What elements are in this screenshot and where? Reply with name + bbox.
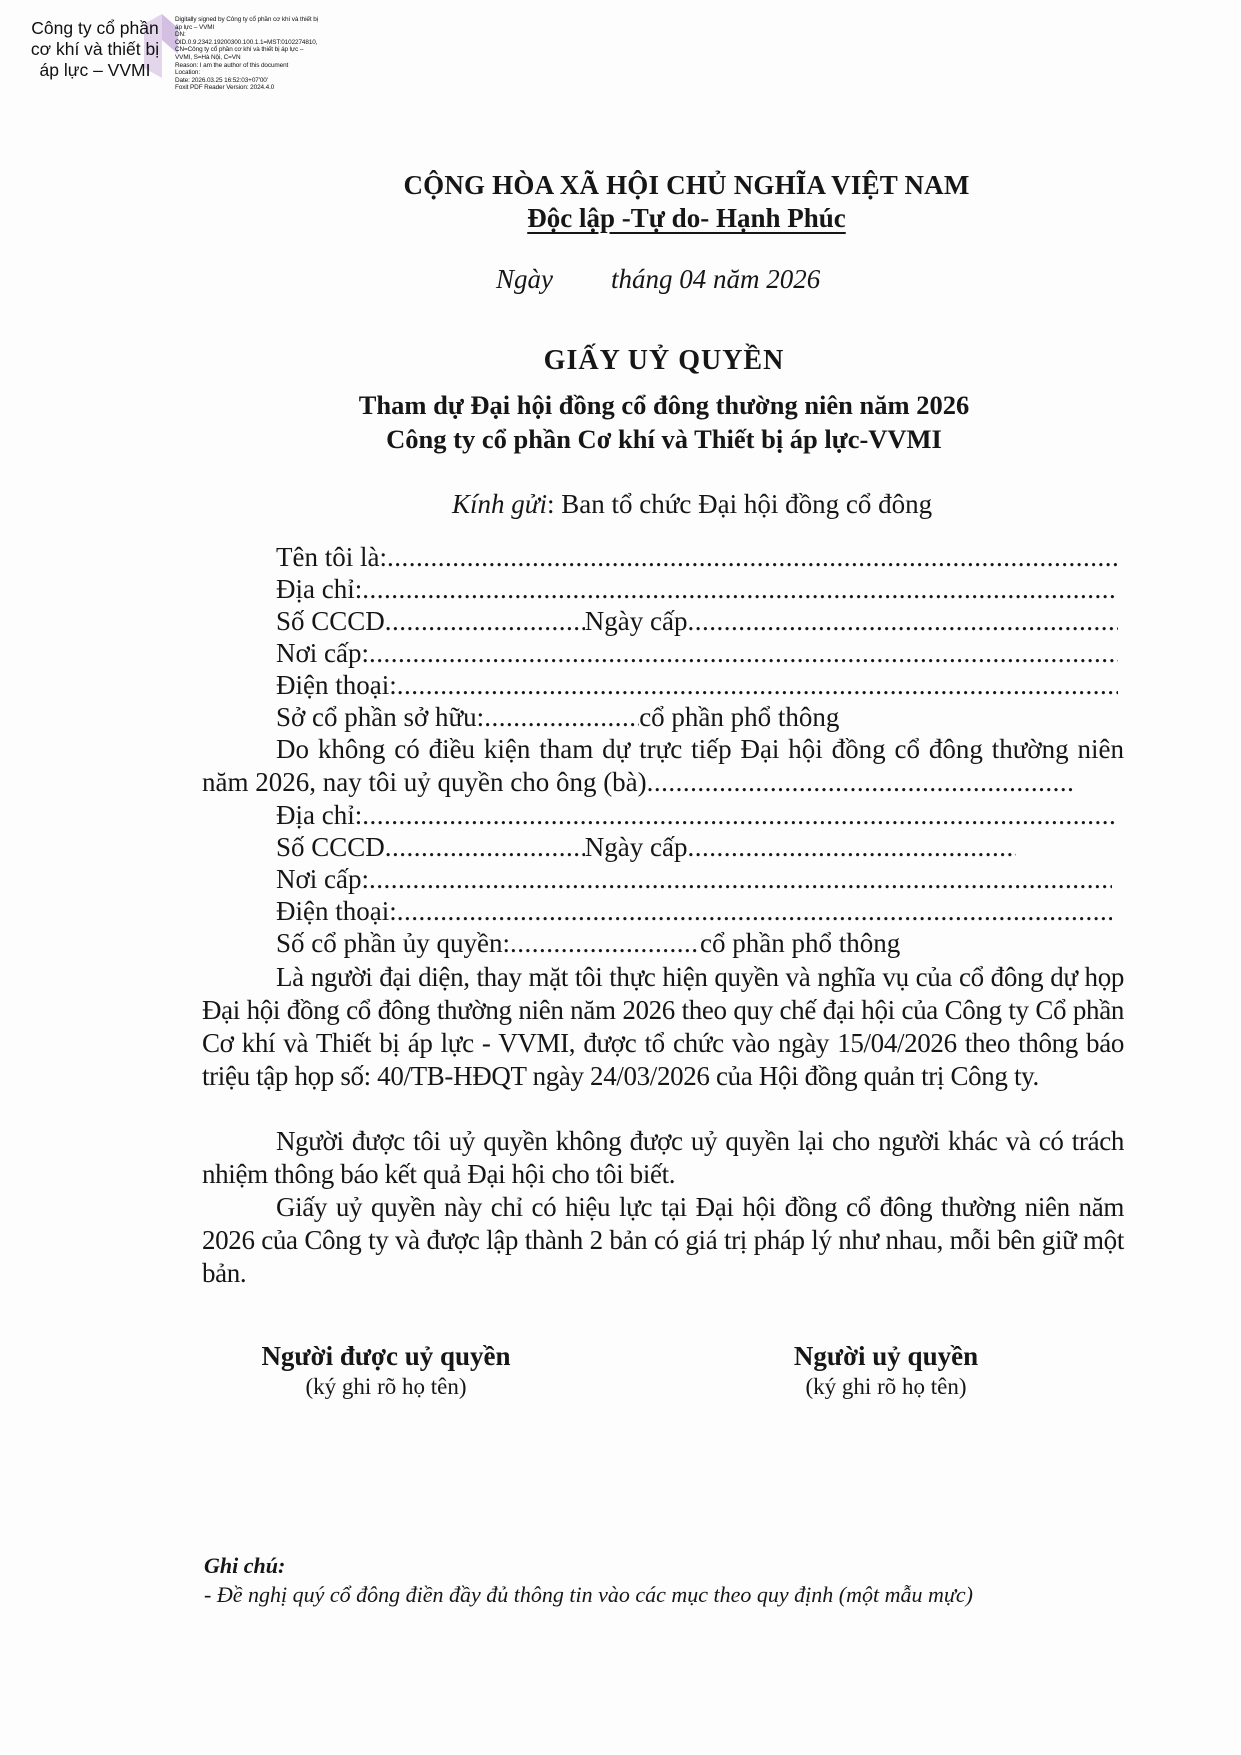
- grantor-signature-block: [736, 1340, 1036, 1402]
- signature-detail-line: Foxit PDF Reader Version: 2024.4.0: [175, 84, 275, 92]
- grantee-signature-hint: (ký ghi rõ họ tên): [305, 1374, 467, 1399]
- field-label: Nơi cấp:: [276, 638, 369, 668]
- fill-in-dots[interactable]: [688, 605, 1119, 637]
- document-subtitle-line1: Tham dự Đại hội đồng cổ đông thường niên năm 2026: [358, 390, 970, 420]
- motto-text: Độc lập -Tự do- Hạnh Phúc: [527, 203, 846, 233]
- fill-in-dots[interactable]: [397, 669, 1118, 701]
- field-label: Ngày cấp: [584, 606, 688, 636]
- national-title: CỘNG HÒA XÃ HỘI CHỦ NGHĨA VIỆT NAM: [403, 170, 970, 200]
- no-sub-delegation-paragraph: Người được tôi uỷ quyền không được uỷ quyền lại cho người khác và có trách nhiệm thông báo kết quả Đại hội cho tôi biết.: [202, 1126, 1124, 1189]
- grantor-signature-title: Người uỷ quyền: [793, 1341, 979, 1371]
- fill-in-dots[interactable]: [510, 927, 700, 959]
- fill-in-dots[interactable]: [362, 573, 1118, 605]
- signature-detail-line: Date: 2026.03.25 16:52:03+07'00': [175, 76, 268, 84]
- fill-in-dots[interactable]: [369, 637, 1118, 669]
- fill-in-dots[interactable]: [397, 895, 1112, 927]
- grantor-name-field[interactable]: [276, 541, 1118, 573]
- digital-signature-details: [175, 16, 320, 92]
- grantor-signature-hint: (ký ghi rõ họ tên): [805, 1374, 967, 1399]
- fill-in-dots[interactable]: [688, 831, 1017, 863]
- grantee-shares-field[interactable]: [276, 927, 1118, 959]
- recipient-prefix: Kính gửi: [452, 489, 547, 519]
- representation-paragraph: Là người đại diện, thay mặt tôi thực hiện quyền và nghĩa vụ của cổ đông dự họp Đại hội đồng cổ đông thường niên năm 2026 theo quy chế đại hội của Công ty Cổ phần Cơ khí và Thiết bị áp lực - VVMI, được tổ chức vào ngày 15/04/2026 theo thông báo triệu tập họp số: 40/TB-HĐQT ngày 24/03/2026 của Hội đồng quản trị Công ty.: [202, 962, 1124, 1091]
- signature-detail-line: Reason: I am the author of this document: [175, 61, 289, 69]
- signature-detail-line: Location:: [175, 69, 201, 77]
- grantor-id-field[interactable]: [276, 605, 1118, 637]
- grantee-issue-place-field[interactable]: [276, 863, 1112, 895]
- grantee-signature-title: Người được uỷ quyền: [261, 1341, 511, 1371]
- field-label: Tên tôi là:: [276, 542, 387, 572]
- document-date: [496, 264, 820, 295]
- date-day-label: Ngày: [496, 264, 553, 294]
- signature-detail-line: DN: OID.0.9.2342.19200300.100.1.1=MST:0102274810, CN=Công ty cổ phần cơ khí và thiết bị áp lực – VVMI, S=Hà Nội, C=VN: [175, 31, 318, 61]
- field-label: Số cổ phần ủy quyền:: [276, 928, 510, 958]
- grantee-signature-block: [226, 1340, 546, 1402]
- grantor-issue-place-field[interactable]: [276, 637, 1118, 669]
- fill-in-dots[interactable]: [362, 799, 1118, 831]
- field-suffix: cổ phần phổ thông: [639, 702, 840, 732]
- document-title: GIẤY UỶ QUYỀN: [543, 345, 785, 376]
- note-text: - Đề nghị quý cổ đông điền đầy đủ thông tin vào các mục theo quy định (một mẫu mực): [204, 1582, 973, 1607]
- grantor-shares-field[interactable]: [276, 701, 1118, 733]
- field-label: Điện thoại:: [276, 670, 397, 700]
- national-motto: [66, 203, 1241, 234]
- fill-in-dots[interactable]: [369, 863, 1112, 895]
- fill-in-dots[interactable]: [484, 701, 639, 733]
- field-label: Số CCCD: [276, 832, 385, 862]
- signature-detail-line: Digitally signed by Công ty cổ phần cơ khí và thiết bị áp lực – VVMI: [175, 16, 319, 31]
- grantor-phone-field[interactable]: [276, 669, 1118, 701]
- fill-in-dots[interactable]: [387, 541, 1118, 573]
- grantee-phone-field[interactable]: [276, 895, 1112, 927]
- validity-paragraph: Giấy uỷ quyền này chỉ có hiệu lực tại Đại hội đồng cổ đông thường niên năm 2026 của Công ty và được lập thành 2 bản có giá trị pháp lý như nhau, mỗi bên giữ một bản.: [202, 1192, 1124, 1288]
- fill-in-dots[interactable]: [385, 831, 585, 863]
- recipient-text: : Ban tổ chức Đại hội đồng cổ đông: [547, 489, 933, 519]
- field-label: Địa chỉ:: [276, 800, 363, 830]
- grantee-address-field[interactable]: [276, 799, 1118, 831]
- note-title: Ghi chú:: [204, 1553, 286, 1578]
- recipient-line: [452, 489, 932, 520]
- digital-signature-signer: Công ty cổ phần cơ khí và thiết bị áp lực – VVMI: [30, 18, 160, 80]
- document-subtitle-line2: Công ty cổ phần Cơ khí và Thiết bị áp lực-VVMI: [386, 424, 942, 454]
- delegation-intro-text: Do không có điều kiện tham dự trực tiếp Đại hội đồng cổ đông thường niên năm 2026, nay tôi uỷ quyền cho ông (bà): [202, 734, 1124, 797]
- grantor-address-field[interactable]: [276, 573, 1118, 605]
- fill-in-dots[interactable]: [385, 605, 585, 637]
- field-suffix: cổ phần phổ thông: [699, 928, 901, 958]
- grantee-name-dots[interactable]: ...........................................................: [646, 767, 1075, 797]
- field-label: Địa chỉ:: [276, 574, 363, 604]
- field-label: Ngày cấp: [584, 832, 688, 862]
- field-label: Số CCCD: [276, 606, 385, 636]
- delegation-intro-paragraph: [202, 733, 1124, 799]
- field-label: Điện thoại:: [276, 896, 397, 926]
- field-label: Sở cổ phần sở hữu:: [276, 702, 485, 732]
- field-label: Nơi cấp:: [276, 864, 369, 894]
- grantee-id-field[interactable]: [276, 831, 1016, 863]
- date-month-year: tháng 04 năm 2026: [611, 264, 821, 294]
